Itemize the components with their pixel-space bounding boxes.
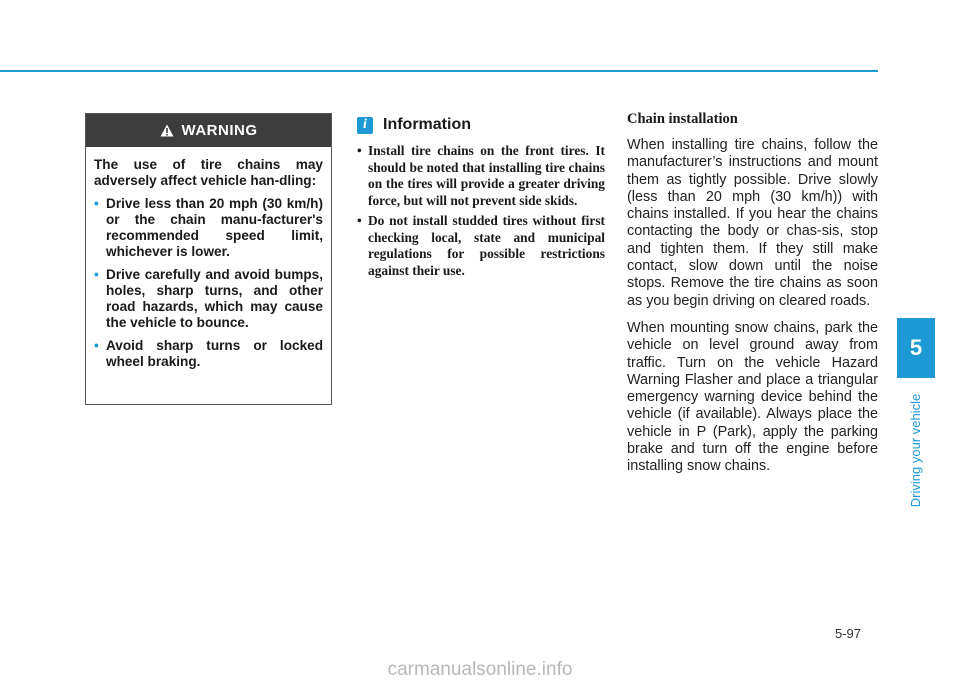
information-list [357, 143, 605, 279]
warning-title: WARNING [181, 122, 258, 139]
information-header [357, 113, 605, 137]
chain-paragraph: When installing tire chains, follow the manufacturer’s instructions and mount them as tightly possible. Drive slowly (less than 20 mph (30 km/h)) with chains installed. If you hear the chains contacting the body or chas-sis, stop and tighten them. If they still make contact, slow down until the noise stops. Remove the tire chains as soon as you begin driving on cleared roads. [627, 137, 878, 309]
chapter-label: Driving your vehicle [908, 393, 924, 507]
warning-body [86, 147, 331, 370]
bullet-icon: • [357, 143, 362, 158]
information-item: • Do not install studded tires without first checking local, state and municipal regulations for possible restrictions against their use. [357, 213, 605, 278]
warning-triangle-icon [160, 124, 174, 137]
chapter-label-wrap [897, 395, 935, 505]
top-rule [0, 70, 878, 72]
bullet-icon: • [94, 338, 99, 353]
chapter-tab [897, 318, 935, 378]
chain-paragraph: When mounting snow chains, park the vehicle on level ground away from traffic. Turn on the vehicle Hazard Warning Flasher and place a triangular emergency warning device behind the vehicle (if available). Always place the vehicle in P (Park), apply the parking brake and turn off the engine before installing snow chains. [627, 319, 878, 475]
warning-box [85, 113, 332, 405]
bullet-icon: • [94, 267, 99, 282]
information-section [357, 113, 605, 283]
warning-item: • Avoid sharp turns or locked wheel braking. [94, 338, 323, 369]
information-item: • Install tire chains on the front tires. It should be noted that installing tire chains on the tires will provide a greater driving force, but will not prevent side skids. [357, 143, 605, 208]
information-title: Information [383, 116, 471, 133]
warning-header [86, 114, 331, 147]
warning-list [94, 196, 323, 370]
chain-installation-section [627, 111, 878, 486]
warning-intro: The use of tire chains may adversely affect vehicle han-dling: [94, 157, 323, 188]
chapter-number: 5 [909, 335, 923, 360]
bullet-icon: • [94, 196, 99, 211]
warning-item: • Drive less than 20 mph (30 km/h) or the chain manu-facturer's recommended speed limit, whichever is lower. [94, 196, 323, 259]
chain-installation-title: Chain installation [627, 111, 738, 127]
bullet-icon: • [357, 213, 362, 228]
page-number: 5-97 [835, 626, 862, 641]
warning-item: • Drive carefully and avoid bumps, holes, sharp turns, and other road hazards, which may cause the vehicle to bounce. [94, 267, 323, 330]
info-icon: i [357, 117, 373, 134]
watermark: carmanualsonline.info [387, 659, 573, 680]
